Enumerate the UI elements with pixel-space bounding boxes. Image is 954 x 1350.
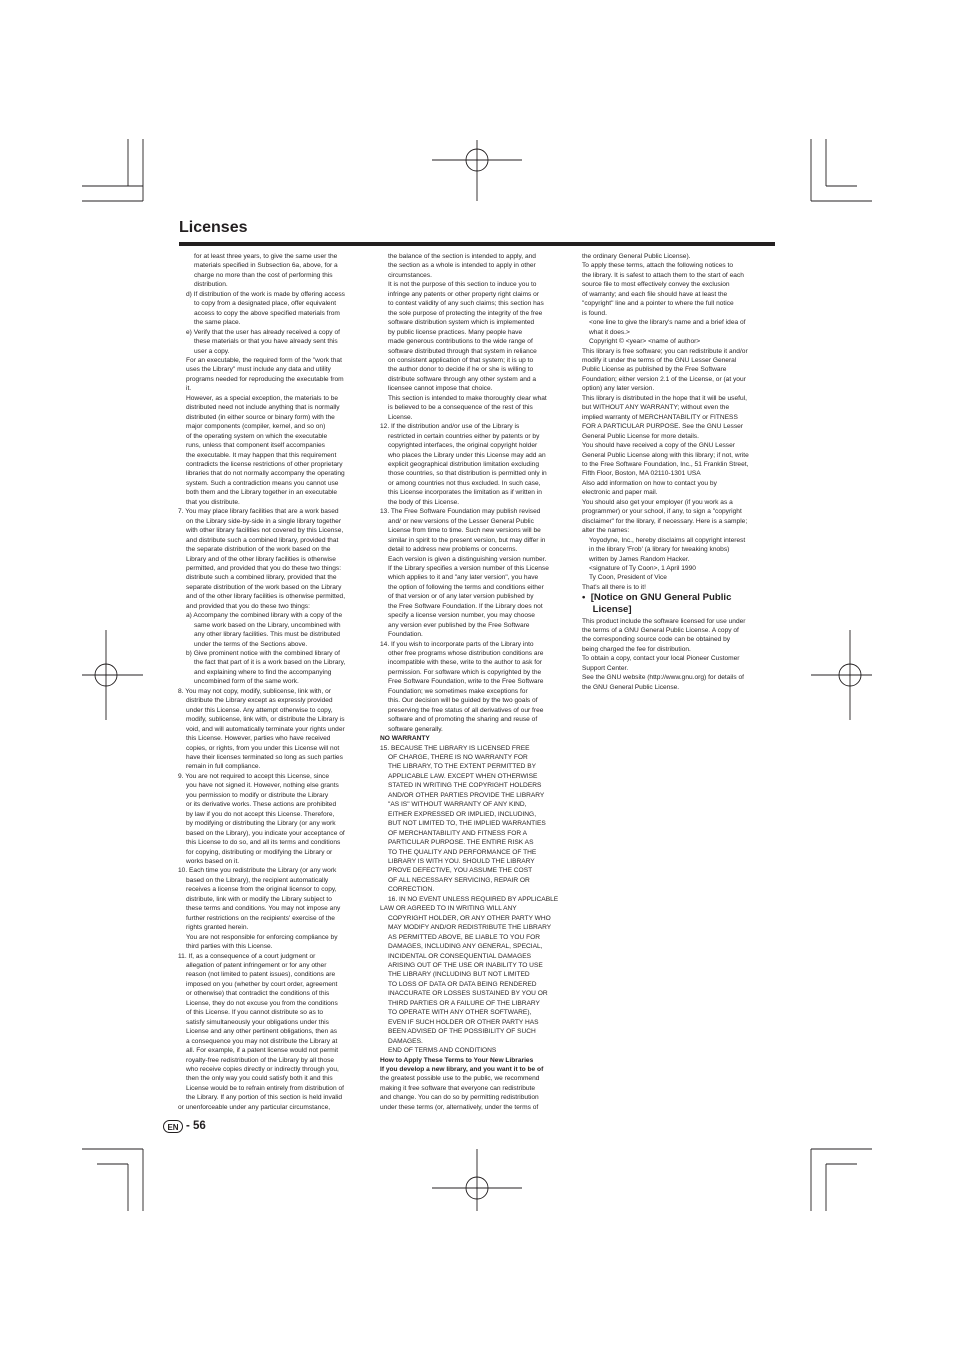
text-line: EVEN IF SUCH HOLDER OR OTHER PARTY HAS: [388, 1018, 539, 1026]
text-line: for at least three years, to give the same user the: [194, 253, 338, 260]
text-line: that you distribute.: [186, 498, 240, 506]
text-line: by public license practices. Many people have: [388, 328, 523, 336]
text-line: 14. If you wish to incorporate parts of the Library into: [380, 640, 534, 648]
text-line: access to copy the above specified materials from: [194, 309, 340, 317]
text-line: a consequence you may not distribute the Library at: [186, 1037, 338, 1045]
text-column-right: [582, 252, 776, 692]
text-line: AS PERMITTED ABOVE, BE LIABLE TO YOU FOR: [388, 933, 541, 941]
text-line: License would be to refrain entirely from distribution of: [186, 1084, 344, 1092]
text-line: CORRECTION.: [388, 886, 435, 894]
text-line: Support Center.: [582, 664, 629, 672]
text-line: INCIDENTAL OR CONSEQUENTIAL DAMAGES: [388, 952, 532, 960]
text-line: the executable. It may happen that this requirement: [186, 451, 337, 459]
text-line: or among countries not thus excluded. In such case,: [388, 479, 541, 487]
text-line: software generally.: [388, 725, 443, 733]
text-line: by law if you do not accept this License. Therefore,: [186, 810, 335, 818]
text-line: on the Library side-by-side in a single library together: [186, 517, 342, 525]
text-line: you permission to modify or distribute the Library: [186, 791, 329, 799]
text-line: disclaimer" for the library, if necessary. Here is a sample;: [582, 517, 748, 525]
text-line: EITHER EXPRESSED OR IMPLIED, INCLUDING,: [388, 810, 537, 818]
text-line: same work based on the Library, uncombined with: [194, 621, 341, 629]
text-line: void, and will automatically terminate your rights under: [186, 725, 345, 733]
text-line: system. Such a contradiction means you cannot use: [186, 479, 339, 487]
text-line: of warranty; and each file should have at least the: [582, 290, 728, 298]
text-line: distribute the Library except as expressly provided: [186, 697, 333, 705]
text-line: THIRD PARTIES OR A FAILURE OF THE LIBRARY: [388, 999, 540, 1007]
text-line: and of the other library facilities is otherwise permitted,: [186, 593, 346, 601]
text-line: OF ALL NECESSARY SERVICING, REPAIR OR: [388, 876, 530, 884]
text-line: 16. IN NO EVENT UNLESS REQUIRED BY APPLICABLE: [388, 895, 559, 903]
text-line: modify, sublicense, link with, or distribute the Library is: [186, 716, 345, 724]
text-line: based on the Library), you indicate your acceptance of: [186, 829, 345, 837]
text-line: This library is free software; you can redistribute it and/or: [582, 347, 748, 355]
text-line: the Free Software Foundation. If the Library does not: [388, 602, 543, 610]
text-line: the section as a whole is intended to apply in other: [388, 262, 536, 270]
text-line: to the Free Software Foundation, Inc., 51 Franklin Street,: [582, 460, 749, 468]
text-line: the corresponding source code can be obtained by: [582, 636, 731, 644]
text-line: Fifth Floor, Boston, MA 02110-1301 USA: [582, 470, 701, 478]
text-line: permission. For software which is copyrighted by the: [388, 668, 542, 676]
text-line: uses the Library" must include any data and utility: [186, 366, 331, 374]
text-line: LIBRARY IS WITH YOU. SHOULD THE LIBRARY: [388, 858, 535, 865]
text-line: For an executable, the required form of the "work that: [186, 356, 342, 364]
text-line: under this License. Any attempt otherwise to copy,: [186, 706, 333, 714]
section-heading: • [Notice on GNU General Public: [582, 592, 732, 604]
text-line: the author donor to decide if he or she is willing to: [388, 366, 534, 374]
text-line: then the only way you could satisfy both it and this: [186, 1075, 333, 1083]
text-line: detail to address new problems or concerns.: [388, 546, 518, 554]
text-line: software and of promoting the sharing and reuse of: [388, 716, 538, 724]
text-line: How to Apply These Terms to Your New Libraries: [380, 1056, 534, 1064]
text-line: END OF TERMS AND CONDITIONS: [388, 1047, 497, 1055]
text-line: You should have received a copy of the GNU Lesser: [582, 442, 735, 450]
text-line: NO WARRANTY: [380, 735, 430, 743]
text-line: PARTICULAR PURPOSE. THE ENTIRE RISK AS: [388, 839, 534, 847]
text-line: of that version or of any later version published by: [388, 593, 534, 601]
text-line: If the Library specifies a version number of this License: [388, 564, 549, 572]
text-line: Library and of the other library facilities is otherwise: [186, 555, 336, 563]
text-line: is believed to be a consequence of the rest of this: [388, 404, 533, 412]
text-line: have their licenses terminated so long as such parties: [186, 754, 343, 762]
text-line: COPYRIGHT HOLDER, OR ANY OTHER PARTY WHO: [388, 914, 551, 922]
text-line: source file to most effectively convey the exclusion: [582, 281, 730, 289]
text-line: MAY MODIFY AND/OR REDISTRIBUTE THE LIBRARY: [388, 924, 552, 932]
text-line: License and any other pertinent obligations, then as: [186, 1028, 338, 1036]
text-line: other free programs whose distribution conditions are: [388, 650, 544, 658]
text-line: b) Give prominent notice with the combined library of: [186, 650, 340, 658]
text-line: these terms and conditions. You may not impose any: [186, 905, 341, 913]
text-line: software distribution system which is implemented: [388, 319, 535, 327]
text-line: DAMAGES.: [388, 1037, 423, 1045]
text-line: all. For example, if a patent license would not permit: [186, 1047, 339, 1055]
text-line: electronic and paper mail.: [582, 489, 658, 497]
text-line: what it does.>: [589, 328, 630, 336]
text-line: modify it under the terms of the GNU Lesser General: [582, 356, 737, 364]
text-line: similar in spirit to the present version, but may differ in: [388, 536, 546, 544]
text-line: preserving the free status of all derivatives of our free: [388, 706, 544, 714]
text-line: made generous contributions to the wide range of: [388, 338, 533, 346]
text-line: distribute, link with or modify the Library subject to: [186, 895, 332, 903]
text-line: "AS IS" WITHOUT WARRANTY OF ANY KIND,: [388, 801, 527, 809]
text-line: <signature of Ty Coon>, 1 April 1990: [589, 564, 696, 572]
text-line: <one line to give the library's name and a brief idea of: [589, 319, 746, 327]
text-line: DAMAGES, INCLUDING ANY GENERAL, SPECIAL,: [388, 943, 543, 951]
text-line: you have not signed it. However, nothing else grants: [186, 782, 339, 790]
text-line: 12. If the distribution and/or use of the Library is: [380, 423, 520, 431]
text-line: this License to do so, and all its terms and conditions: [186, 839, 341, 847]
text-line: STATED IN WRITING THE COPYRIGHT HOLDERS: [388, 782, 542, 790]
text-line: APPLICABLE LAW. EXCEPT WHEN OTHERWISE: [388, 772, 538, 780]
text-line: the terms of a GNU General Public License. A copy of: [582, 626, 739, 634]
text-line: charge no more than the cost of performing this: [194, 271, 333, 279]
text-line: written by James Random Hacker.: [589, 555, 690, 563]
text-line: the ordinary General Public License).: [582, 253, 691, 260]
text-line: is found.: [582, 309, 607, 317]
text-line: infringe any patents or other property right claims or: [388, 290, 539, 298]
text-line: user a copy.: [194, 347, 230, 355]
text-line: the body of this License.: [388, 498, 460, 506]
text-line: and change. You can do so by permitting redistribution: [380, 1094, 539, 1102]
text-line: Also add information on how to contact you by: [582, 479, 717, 487]
text-line: both them and the Library together in an executable: [186, 489, 338, 497]
text-line: specify a license version number, you may choose: [388, 612, 535, 620]
text-line: e) Verify that the user has already received a copy of: [186, 328, 340, 336]
text-line: allegation of patent infringement or for any other: [186, 961, 327, 969]
text-line: This library is distributed in the hope that it will be useful,: [582, 394, 747, 402]
text-line: in the library 'Frob' (a library for tweaking knobs): [589, 546, 730, 554]
text-line: to copy from a designated place, offer equivalent: [194, 300, 337, 308]
text-line: License from time to time. Such new versions will be: [388, 527, 541, 535]
title-rule: [179, 242, 775, 246]
text-line: General Public License for more details.: [582, 432, 699, 440]
page-number: - 56: [186, 1120, 206, 1132]
text-line: To obtain a copy, contact your local Pioneer Customer: [582, 655, 740, 663]
text-line: Ty Coon, President of Vice: [589, 574, 667, 582]
text-line: 9. You are not required to accept this License, since: [178, 772, 330, 780]
text-line: copyrighted interfaces, the original copyright holder: [388, 442, 538, 450]
text-line: rights granted herein.: [186, 924, 249, 932]
page-title: Licenses: [179, 219, 248, 236]
text-line: a) Accompany the combined library with a copy of the: [186, 612, 343, 620]
text-line: To apply these terms, attach the following notices to: [582, 262, 734, 270]
text-line: explicit geographical distribution limitation excluding: [388, 460, 540, 468]
text-line: You should also get your employer (if you work as a: [582, 498, 733, 506]
text-line: FOR A PARTICULAR PURPOSE. See the GNU Lesser: [582, 423, 743, 431]
text-line: who receive copies directly or indirectly through you,: [186, 1065, 339, 1073]
text-line: or unenforceable under any particular circumstance,: [178, 1103, 331, 1111]
text-line: This product include the software licensed for use under: [582, 617, 746, 625]
text-line: reason (not limited to patent issues), conditions are: [186, 971, 336, 979]
text-line: under the terms of the Sections above.: [194, 640, 308, 648]
text-line: OF MERCHANTABILITY AND FITNESS FOR A: [388, 829, 527, 837]
text-line: distribution.: [194, 281, 228, 289]
text-line: BUT NOT LIMITED TO, THE IMPLIED WARRANTIES: [388, 820, 546, 828]
text-line: Public License as published by the Free Software: [582, 366, 727, 374]
text-line: the balance of the section is intended to apply, and: [388, 253, 536, 260]
text-line: the library. It is safest to attach them to the start of each: [582, 271, 744, 279]
text-line: distributed need not include anything that is normally: [186, 404, 340, 412]
text-line: major components (compiler, kernel, and so on): [186, 423, 326, 431]
text-line: TO THE QUALITY AND PERFORMANCE OF THE: [388, 848, 537, 856]
text-line: this License. However, parties who have received: [186, 735, 331, 743]
text-line: circumstances.: [388, 271, 432, 279]
text-line: royalty-free redistribution of the Library by all those: [186, 1056, 335, 1064]
text-line: You are not responsible for enforcing compliance by: [186, 933, 338, 941]
text-line: this. Our decision will be guided by the two goals of: [388, 697, 538, 705]
text-line: THE LIBRARY, TO THE EXTENT PERMITTED BY: [388, 763, 537, 771]
text-line: licensee cannot impose that choice.: [388, 385, 493, 393]
text-line: d) If distribution of the work is made by offering access: [186, 290, 345, 298]
text-line: it.: [186, 385, 192, 393]
text-line: BEEN ADVISED OF THE POSSIBILITY OF SUCH: [388, 1028, 536, 1036]
text-line: restricted in certain countries either by patents or by: [388, 432, 540, 440]
text-line: any other library facilities. This must be distributed: [194, 631, 341, 639]
text-line: but WITHOUT ANY WARRANTY; without even the: [582, 404, 730, 412]
text-line: who places the Library under this License may add an: [388, 451, 546, 459]
text-line: and/ or new versions of the Lesser General Public: [388, 517, 534, 525]
text-line: software distributed through that system in reliance: [388, 347, 537, 355]
text-column-middle: [380, 252, 576, 1112]
text-line: based on the Library), the recipient automatically: [186, 876, 329, 884]
text-line: ARISING OUT OF THE USE OR INABILITY TO USE: [388, 961, 543, 969]
text-line: INACCURATE OR LOSSES SUSTAINED BY YOU OR: [388, 990, 548, 998]
text-line: distributed (in either source or binary form) with the: [186, 413, 335, 421]
text-line: However, as a special exception, the materials to be: [186, 394, 339, 402]
text-line: by modifying or distributing the Library (or any work: [186, 820, 336, 828]
text-line: the option of following the terms and conditions either: [388, 583, 544, 591]
text-line: which applies to it and "any later version", you have: [388, 574, 539, 582]
text-line: Yoyodyne, Inc., hereby disclaims all copyright interest: [589, 536, 746, 544]
text-line: LAW OR AGREED TO IN WRITING WILL ANY: [380, 905, 517, 913]
text-line: materials specified in Subsection 6a, above, for a: [194, 262, 338, 270]
text-line: with other library facilities not covered by this License,: [186, 527, 344, 535]
text-line: PROVE DEFECTIVE, YOU ASSUME THE COST: [388, 867, 533, 875]
text-line: distribute software through any other system and a: [388, 375, 537, 383]
text-line: Free Software Foundation, write to the Free Software: [388, 678, 544, 686]
text-line: runs, unless that component itself accompanies: [186, 442, 325, 450]
text-line: alter the names:: [582, 527, 630, 535]
text-line: these materials or that you have already sent this: [194, 338, 338, 346]
text-line: permitted, and provided that you do these two things:: [186, 564, 342, 572]
text-line: copies, or rights, from you under this License will not: [186, 744, 340, 752]
text-line: the Library. If any portion of this section is held invalid: [186, 1094, 343, 1102]
text-line: 13. The Free Software Foundation may publish revised: [380, 508, 541, 516]
language-badge: EN: [163, 1120, 183, 1133]
text-line: libraries that do not normally accompany the operating: [186, 470, 345, 478]
section-heading: License]: [582, 603, 632, 615]
text-line: See the GNU website (http://www.gnu.org) for details of: [582, 674, 744, 682]
text-line: TO OPERATE WITH ANY OTHER SOFTWARE),: [388, 1009, 532, 1017]
text-line: incompatible with these, write to the author to ask for: [388, 659, 542, 667]
text-line: programmer) or your school, if any, to sign a "copyright: [582, 508, 742, 516]
text-line: License.: [388, 413, 413, 421]
text-line: option) any later version.: [582, 385, 655, 393]
text-line: making it free software that everyone can redistribute: [380, 1084, 536, 1092]
text-line: OF CHARGE, THERE IS NO WARRANTY FOR: [388, 754, 528, 762]
text-line: Foundation; either version 2.1 of the License, or (at your: [582, 375, 746, 383]
text-line: satisfy simultaneously your obligations under this: [186, 1018, 329, 1026]
text-line: and provided that you do these two things:: [186, 602, 310, 610]
text-line: 10. Each time you redistribute the Library (or any work: [178, 867, 337, 875]
text-line: That's all there is to it!: [582, 583, 646, 591]
text-line: under these terms (or, alternatively, under the terms of: [380, 1103, 539, 1111]
text-line: programs needed for reproducing the executable from: [186, 375, 344, 383]
text-line: 8. You may not copy, modify, sublicense, link with, or: [178, 687, 331, 695]
text-line: on consistent application of that system; it is up to: [388, 356, 534, 364]
text-line: Foundation; we sometimes make exceptions for: [388, 687, 528, 695]
text-line: of this License. If you cannot distribute so as to: [186, 1009, 324, 1017]
text-line: General Public License along with this library; if not, write: [582, 451, 749, 459]
text-line: imposed on you (whether by court order, agreement: [186, 980, 338, 988]
text-line: any version ever published by the Free Software: [388, 621, 530, 629]
text-line: to contest validity of any such claims; this section has: [388, 300, 544, 308]
text-line: and explaining where to find the accompanying: [194, 668, 332, 676]
text-line: the same place.: [194, 319, 241, 327]
text-line: implied warranty of MERCHANTABILITY or FITNESS: [582, 413, 738, 421]
text-line: third parties with this License.: [186, 943, 273, 951]
text-line: THE LIBRARY (INCLUDING BUT NOT LIMITED: [388, 971, 530, 979]
text-line: License, they do not excuse you from the conditions: [186, 999, 338, 1007]
text-line: TO LOSS OF DATA OR DATA BEING RENDERED: [388, 980, 537, 988]
text-line: 11. If, as a consequence of a court judgment or: [178, 952, 316, 960]
text-line: the greatest possible use to the public, we recommend: [380, 1075, 540, 1083]
text-line: works based on it.: [186, 858, 240, 865]
text-line: 15. BECAUSE THE LIBRARY IS LICENSED FREE: [380, 744, 530, 752]
text-line: this License incorporates the limitation as if written in: [388, 489, 542, 497]
text-line: If you develop a new library, and you want it to be of: [380, 1065, 544, 1073]
text-line: the separate distribution of the work based on the: [186, 546, 331, 554]
text-line: It is not the purpose of this section to induce you to: [388, 281, 537, 289]
text-line: uncombined form of the same work.: [194, 678, 299, 686]
text-line: receives a license from the original licensor to copy,: [186, 886, 337, 894]
text-column-left: [178, 252, 372, 1112]
text-line: separate distribution of the work based on the Library: [186, 583, 342, 591]
text-line: Each version is given a distinguishing version number.: [388, 555, 547, 563]
text-line: further restrictions on the recipients' exercise of the: [186, 914, 335, 922]
text-line: those countries, so that distribution is permitted only in: [388, 470, 547, 478]
text-line: the sole purpose of protecting the integrity of the free: [388, 309, 543, 317]
text-line: distribute such a combined library, provided that the: [186, 574, 337, 582]
text-line: of the operating system on which the executable: [186, 432, 328, 440]
text-line: remain in full compliance.: [186, 763, 261, 771]
text-line: 7. You may place library facilities that are a work based: [178, 508, 339, 516]
text-line: the GNU General Public License.: [582, 683, 680, 691]
text-line: contradicts the license restrictions of other proprietary: [186, 460, 343, 468]
text-line: the fact that part of it is a work based on the Library,: [194, 659, 346, 667]
text-line: or otherwise) that contradict the conditions of this: [186, 990, 330, 998]
text-line: for copying, distributing or modifying the Library or: [186, 848, 333, 856]
text-line: Foundation.: [388, 631, 423, 639]
text-line: or its derivative works. These actions are prohibited: [186, 801, 337, 809]
text-line: and distribute such a combined library, provided that: [186, 536, 339, 544]
text-line: AND/OR OTHER PARTIES PROVIDE THE LIBRARY: [388, 791, 545, 799]
text-line: being charged the fee for distribution.: [582, 645, 691, 653]
text-line: "copyright" line and a pointer to where the full notice: [582, 300, 734, 308]
text-line: Copyright © <year> <name of author>: [589, 338, 701, 346]
text-line: This section is intended to make thoroughly clear what: [388, 394, 547, 402]
